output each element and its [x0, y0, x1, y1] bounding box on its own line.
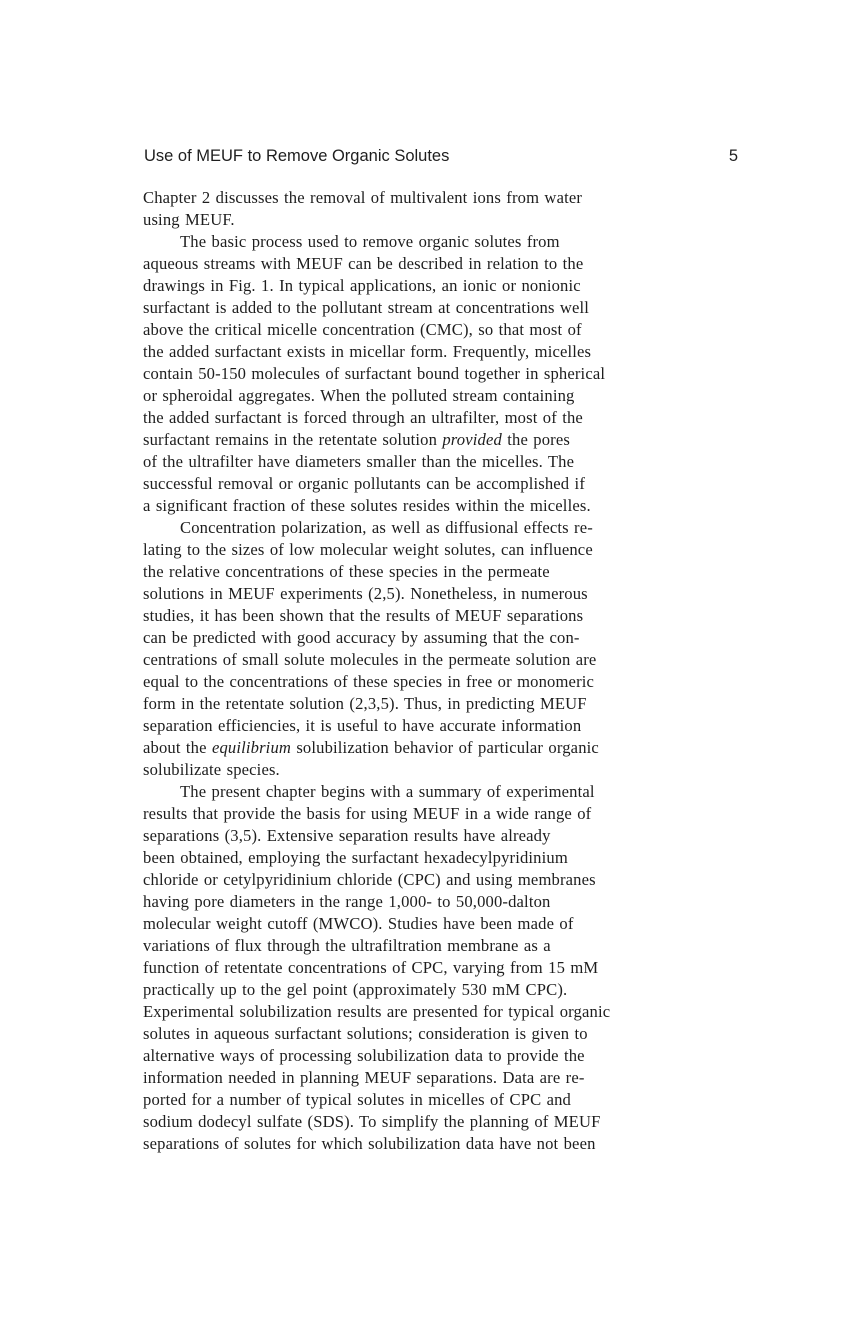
text-line: separations of solutes for which solubilization data have not been — [143, 1134, 596, 1153]
text-line: the added surfactant is forced through an ultrafilter, most of the — [143, 408, 583, 427]
text-line: a significant fraction of these solutes resides within the micelles. — [143, 496, 591, 515]
running-header-title: Use of MEUF to Remove Organic Solutes — [144, 147, 450, 165]
text-line: practically up to the gel point (approximately 530 mM CPC). — [143, 980, 568, 999]
text-line: having pore diameters in the range 1,000- to 50,000-dalton — [143, 892, 551, 911]
text-line: form in the retentate solution (2,3,5). Thus, in predicting MEUF — [143, 694, 587, 713]
text-line: aqueous streams with MEUF can be described in relation to the — [143, 254, 584, 273]
text-line: studies, it has been shown that the results of MEUF separations — [143, 606, 584, 625]
text-line: The basic process used to remove organic solutes from — [180, 232, 560, 251]
text-line: centrations of small solute molecules in the permeate solution are — [143, 650, 597, 669]
paragraph-4 — [143, 781, 773, 1155]
text-line: The present chapter begins with a summary of experimental — [180, 782, 595, 801]
text-line — [143, 737, 773, 759]
text-line: contain 50-150 molecules of surfactant bound together in spherical — [143, 364, 606, 383]
text-line: can be predicted with good accuracy by assuming that the con- — [143, 628, 580, 647]
text-line: surfactant is added to the pollutant stream at concentrations well — [143, 298, 590, 317]
text-line: lating to the sizes of low molecular weight solutes, can influence — [143, 540, 593, 559]
paragraph-2 — [143, 231, 773, 517]
paragraph-1 — [143, 187, 773, 231]
page-number: 5 — [728, 147, 738, 165]
body-text — [143, 187, 773, 1155]
text-line — [143, 429, 773, 451]
text-line: sodium dodecyl sulfate (SDS). To simplify the planning of MEUF — [143, 1112, 601, 1131]
text-line: variations of flux through the ultrafiltration membrane as a — [143, 936, 551, 955]
italic-emphasis: equilibrium — [211, 738, 292, 757]
text-run: surfactant remains in the retentate solution — [143, 430, 443, 449]
text-run: the pores — [501, 430, 570, 449]
text-line: results that provide the basis for using MEUF in a wide range of — [143, 804, 592, 823]
text-line: separations (3,5). Extensive separation results have already — [143, 826, 551, 845]
text-line: of the ultrafilter have diameters smaller than the micelles. The — [143, 452, 575, 471]
text-line: drawings in Fig. 1. In typical applications, an ionic or nonionic — [143, 276, 581, 295]
text-line: function of retentate concentrations of CPC, varying from 15 mM — [143, 958, 599, 977]
paragraph-3 — [143, 517, 773, 781]
text-line: separation efficiencies, it is useful to have accurate information — [143, 716, 582, 735]
text-line: ported for a number of typical solutes in micelles of CPC and — [143, 1090, 571, 1109]
text-line: Concentration polarization, as well as diffusional effects re- — [180, 518, 593, 537]
text-line: using MEUF. — [143, 210, 235, 229]
text-line: equal to the concentrations of these species in free or monomeric — [143, 672, 595, 691]
text-run: about the — [143, 738, 212, 757]
text-line: solubilizate species. — [143, 760, 280, 779]
text-line: successful removal or organic pollutants can be accomplished if — [143, 474, 585, 493]
text-line: chloride or cetylpyridinium chloride (CPC) and using membranes — [143, 870, 596, 889]
text-line: molecular weight cutoff (MWCO). Studies have been made of — [143, 914, 574, 933]
text-line: been obtained, employing the surfactant hexadecylpyridinium — [143, 848, 568, 867]
text-run: solubilization behavior of particular organic — [291, 738, 599, 757]
italic-emphasis: provided — [442, 430, 502, 449]
text-line: Experimental solubilization results are presented for typical organic — [143, 1002, 611, 1021]
text-line: solutes in aqueous surfactant solutions; consideration is given to — [143, 1024, 588, 1043]
text-line: alternative ways of processing solubilization data to provide the — [143, 1046, 585, 1065]
text-line: the relative concentrations of these species in the permeate — [143, 562, 550, 581]
text-line: solutions in MEUF experiments (2,5). Nonetheless, in numerous — [143, 584, 588, 603]
text-line: Chapter 2 discusses the removal of multivalent ions from water — [143, 188, 583, 207]
running-header — [144, 144, 738, 168]
text-line: or spheroidal aggregates. When the polluted stream containing — [143, 386, 575, 405]
text-line: the added surfactant exists in micellar form. Frequently, micelles — [143, 342, 592, 361]
text-line: information needed in planning MEUF separations. Data are re- — [143, 1068, 585, 1087]
text-line: above the critical micelle concentration (CMC), so that most of — [143, 320, 582, 339]
